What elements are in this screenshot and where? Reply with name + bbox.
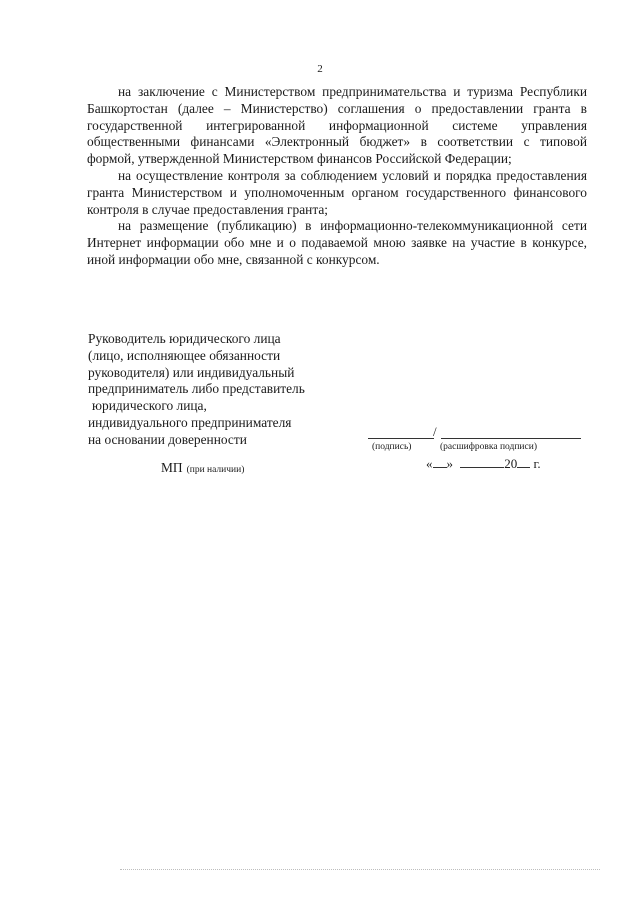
date-line [426, 456, 541, 472]
date-close-quote: » [446, 456, 453, 471]
consent-text [87, 84, 587, 269]
date-year-prefix: 20 [504, 456, 518, 471]
page-number: 2 [317, 63, 323, 75]
signer-line: индивидуального предпринимателя [88, 414, 292, 430]
date-month-field[interactable] [460, 456, 504, 468]
signer-line: на основании доверенности [88, 431, 247, 447]
signature-field[interactable] [368, 438, 434, 439]
signer-line: Руководитель юридического лица [88, 331, 281, 346]
scan-artifact-line [120, 869, 600, 870]
consent-paragraph-agreement: на заключение с Министерством предпринимательства и туризма Республики Башкортостан (далее – Министерство) соглашения о предоставлении гранта в государственной интегрированной информационной системе управления общественными финансами «Электронный бюджет» в соответствии с типовой формой, утвержденной Министерством финансов Российской Федерации; [87, 84, 587, 167]
date-year-suffix: г. [533, 456, 541, 471]
signer-description [88, 331, 368, 449]
signature-separator: / [433, 424, 437, 439]
signer-line: предприниматель либо представитель [88, 381, 305, 397]
stamp-note: (при наличии) [186, 465, 245, 475]
stamp-label: МП [161, 460, 183, 475]
date-open-quote: « [426, 456, 433, 471]
signer-line: (лицо, исполняющее обязанности [88, 347, 281, 363]
stamp-place [161, 459, 244, 477]
signer-line: юридического лица, [92, 398, 207, 414]
consent-paragraph-publication: на размещение (публикацию) в информационно-телекоммуникационной сети Интернет информации обо мне и о подаваемой мною заявке на участие в конкурсе, иной информации обо мне, связанной с конкурсом. [87, 218, 587, 267]
signature-caption: (подпись) [372, 442, 412, 452]
signature-transcript-field[interactable] [441, 438, 581, 439]
date-day-field[interactable] [433, 456, 447, 468]
consent-paragraph-control: на осуществление контроля за соблюдением условий и порядка предоставления гранта Министерством и уполномоченным органом государственного финансового контроля в случае предоставления гранта; [87, 167, 587, 217]
signature-transcript-caption: (расшифровка подписи) [440, 442, 537, 452]
signer-line: руководителя) или индивидуальный [88, 364, 295, 380]
date-year-field[interactable] [517, 456, 530, 468]
